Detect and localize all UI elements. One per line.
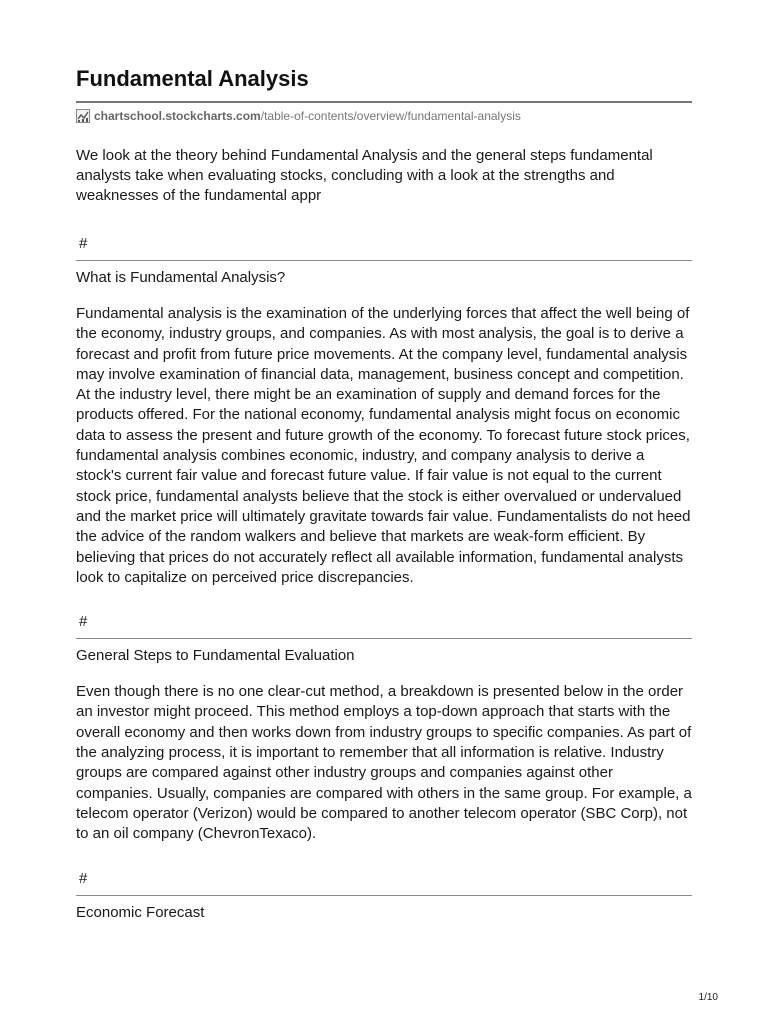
document-page [76, 64, 692, 923]
section-heading: What is Fundamental Analysis? [76, 269, 286, 286]
section-divider [76, 260, 692, 261]
section-anchor-link[interactable]: # [79, 613, 88, 631]
section-divider [76, 895, 692, 896]
page-number: 1/10 [698, 992, 718, 1003]
section-body: Fundamental analysis is the examination of the underlying forces that affect the well being of the economy, industry groups, and companies. As with most analysis, the goal is to derive a forecast and profit from future price movements. At the company level, fundamental analysis may involve examination of financial data, management, business concept and competition. At the industry level, there might be an examination of supply and demand forces for the products offered. For the national economy, fundamental analysis might focus on economic data to assess the present and future growth of the economy. To forecast future stock prices, fundamental analysis combines economic, industry, and company analysis to derive a stock's current fair value and forecast future value. If fair value is not equal to the current stock price, fundamental analysts believe that the stock is either overvalued or undervalued and the market price will ultimately gravitate towards fair value. Fundamentalists do not heed the advice of the random walkers and believe that markets are weak-form efficient. By believing that prices do not accurately reflect all available information, fundamental analysts look to capitalize on perceived price discrepancies. [76, 305, 691, 586]
section-body: Even though there is no one clear-cut method, a breakdown is presented below in the order an investor might proceed. This method employs a top-down approach that starts with the overall economy and then works down from industry groups to specific companies. As part of the analyzing process, it is important to remember that all information is relative. Industry groups are compared against other industry groups and companies against other companies. Usually, companies are compared with others in the same group. For example, a telecom operator (Verizon) would be compared to another telecom operator (SBC Corp), not to an oil company (ChevronTexaco). [76, 683, 692, 843]
section-anchor-link[interactable]: # [79, 235, 88, 252]
page-title: Fundamental Analysis [76, 66, 309, 91]
section-general-steps [76, 612, 692, 844]
section-anchor-link[interactable]: # [79, 869, 88, 887]
section-divider [76, 638, 692, 639]
title-divider [76, 101, 692, 103]
site-favicon-icon [76, 109, 90, 123]
section-economic-forecast [76, 869, 692, 923]
intro-paragraph: We look at the theory behind Fundamental Analysis and the general steps fundamental analysts take when evaluating stocks, concluding with a look at the strengths and weaknesses of the fundamental appr [76, 147, 653, 204]
section-what-is [76, 234, 692, 588]
source-domain[interactable]: chartschool.stockcharts.com [94, 109, 261, 123]
source-path[interactable]: /table-of-contents/overview/fundamental-analysis [260, 109, 521, 123]
source-url[interactable] [76, 108, 692, 124]
section-heading: Economic Forecast [76, 903, 205, 921]
section-heading: General Steps to Fundamental Evaluation [76, 647, 355, 665]
